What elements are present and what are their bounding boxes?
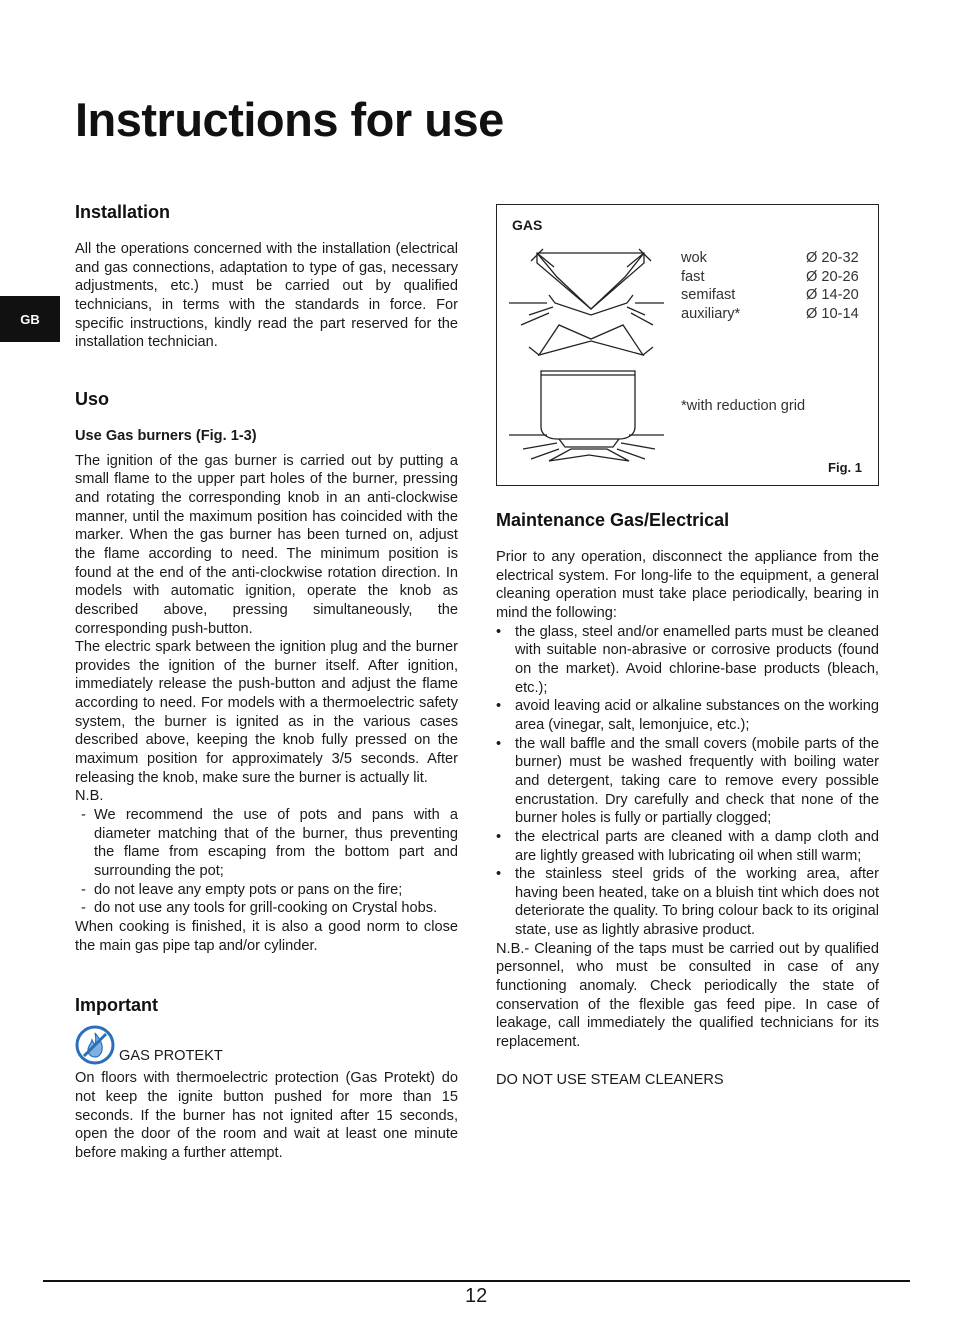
page-number: 12 [465, 1285, 488, 1307]
list-item: • avoid leaving acid or alkaline substances on the working area (vinegar, salt, lemonjuice, etc.); [496, 698, 879, 733]
important-heading: Important [75, 995, 158, 1016]
gas-protekt-label: GAS PROTEKT [119, 1047, 223, 1064]
page-title: Instructions for use [75, 93, 504, 146]
important-text: On floors with thermoelectric protection (Gas Protekt) do not keep the ignite button pushed for more than 15 seconds. If the burner has not ignited after 15 seconds, open the door of the room and wait at least one minute before making a further attempt. [75, 1070, 458, 1161]
maintenance-nb: N.B.- Cleaning of the taps must be carried out by qualified personnel, who must be consulted in case of any functioning anomaly. Check periodically the state of conservation of the flexible gas feed pipe. In case of leakage, call immediately the qualified technicians for its replacement. [496, 940, 879, 1051]
burner-sizes-table [681, 249, 859, 324]
uso-heading: Uso [75, 388, 110, 409]
footer-divider [43, 1280, 910, 1282]
list-item: - We recommend the use of pots and pans with a diameter matching that of the burner, thus preventing the flame from escaping from the bottom part and surrounding the pot; [81, 807, 458, 880]
table-row: fast Ø 20-26 [681, 268, 859, 285]
maintenance-list [496, 623, 879, 940]
figure-caption: Fig. 1 [828, 460, 862, 475]
maintenance-heading: Maintenance Gas/Electrical [496, 510, 730, 530]
uso-paragraph-2: The electric spark between the ignition plug and the burner provides the ignition of the burner itself. After ignition, immediately release the push-button and adjust the flame according to need. For models with a thermoelectric safety system, the burner is ignited as in the various cases described above, keeping the knob fully pressed on the maximum position for approximately 3/5 seconds. After releasing the knob, make sure the burner is actually lit. [75, 639, 458, 786]
uso-notes-list [75, 806, 458, 918]
list-item: • the wall baffle and the small covers (mobile parts of the burner) must be washed frequently with boiling water and detergent, taking care to remove every possible encrustation. Dry carefully and check that none of the burner holes is fully or partially clogged; [496, 735, 879, 827]
maintenance-intro: Prior to any operation, disconnect the appliance from the electrical system. For long-life to the equipment, a general cleaning operation must take place periodically, bearing in mind the following: [496, 549, 879, 621]
no-flame-icon [75, 1025, 115, 1065]
table-row: semifast Ø 14-20 [681, 287, 859, 304]
installation-text: All the operations concerned with the installation (electrical and gas connections, adaptation to type of gas, necessary adjustments, etc.) must be carried out by qualified technicians, in terms with the standards in force. For specific instructions, kindly read the part reserved for the installation technician. [75, 241, 458, 351]
right-column [496, 508, 879, 1089]
figure-box [496, 204, 879, 486]
table-row: auxiliary* Ø 10-14 [681, 305, 859, 322]
installation-heading: Installation [75, 202, 171, 222]
uso-paragraph-3: When cooking is finished, it is also a good norm to close the main gas pipe tap and/or cylinder. [75, 919, 458, 954]
table-row: wok Ø 20-32 [681, 250, 859, 266]
pot-burner-diagram [509, 365, 664, 470]
figure-gas-label: GAS [512, 217, 543, 233]
list-item: - do not use any tools for grill-cooking on Crystal hobs. [81, 900, 438, 917]
steam-cleaner-warning: DO NOT USE STEAM CLEANERS [496, 1071, 724, 1088]
uso-paragraph-1: The ignition of the gas burner is carried out by putting a small flame to the upper part holes of the burner, pressing and rotating the corresponding knob in an anti-clockwise manner, until the maximum position has coincided with the marker. When the gas burner has been turned on, adjust the flame according to need. The minimum position is found at the end of the anti-clockwise rotation direction. In models with automatic ignition, operate the knob as described above, pressing simultaneously, the corresponding push-button. [75, 452, 458, 637]
uso-subheading: Use Gas burners (Fig. 1-3) [75, 427, 257, 444]
uso-nb: N.B. [75, 788, 104, 805]
left-column [75, 200, 458, 1163]
list-item: • the glass, steel and/or enamelled parts must be cleaned with suitable non-abrasive or corrosive products (found on the market). Avoid chlorine-base products (bleach, etc.); [496, 623, 879, 696]
list-item: - do not leave any empty pots or pans on the fire; [81, 881, 403, 898]
reduction-grid-note: *with reduction grid [681, 398, 806, 414]
wok-burner-diagram [509, 247, 664, 357]
gas-protekt-row [75, 1025, 458, 1065]
list-item: • the stainless steel grids of the working area, after having been heated, take on a bluish tint which does not deteriorate the quality. To bring colour back to its original state, use as lightly abrasive product. [496, 866, 879, 939]
list-item: • the electrical parts are cleaned with a damp cloth and are lightly greased with lubricating oil when still warm; [496, 828, 879, 864]
language-tab: GB [0, 296, 60, 342]
